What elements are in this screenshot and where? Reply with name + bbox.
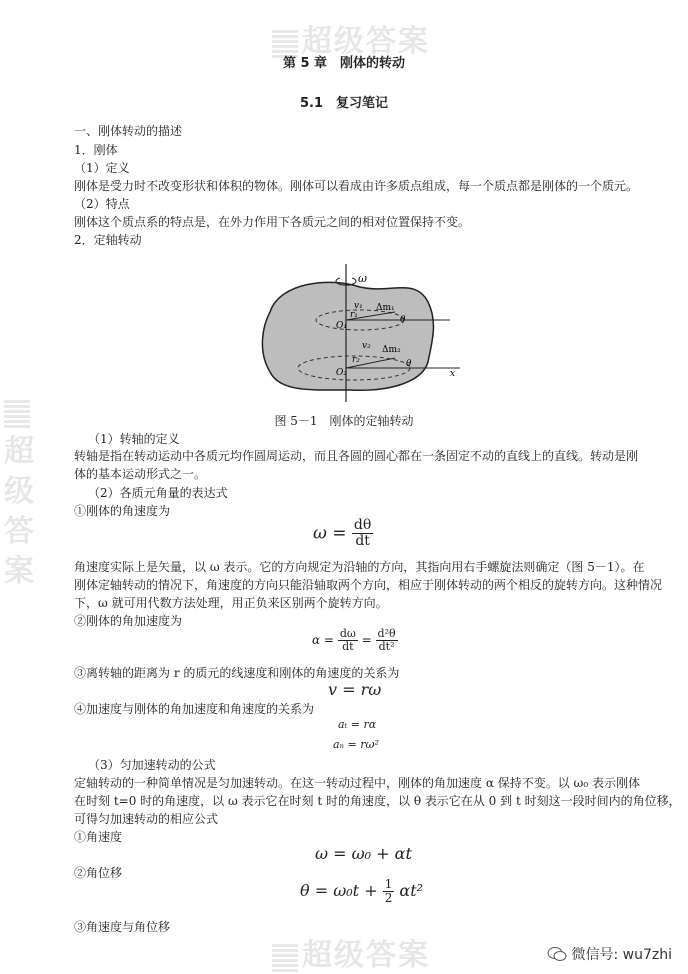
para-axis-2: 体的基本运动形式之一。 bbox=[74, 467, 207, 481]
heading-1: 一、刚体转动的描述 bbox=[74, 124, 183, 138]
label-o2: O₂ bbox=[336, 368, 347, 378]
sub-angular-quantities: （2）各质元角量的表达式 bbox=[88, 486, 228, 500]
watermark-bottom: 超级答案 bbox=[272, 930, 430, 974]
sub-uniform-acceleration: （3）匀加速转动的公式 bbox=[88, 758, 216, 772]
para-vector-1: 角速度实际上是矢量，以 ω 表示。它的方向规定为沿轴的方向，其指向用右手螺旋法则确定（图 5－1）。在 bbox=[74, 560, 645, 574]
para-vector-3: 下，ω 就可用代数方法处理，用正负来区别两个旋转方向。 bbox=[74, 596, 388, 610]
label-r1: r₁ bbox=[350, 310, 358, 320]
item-acceleration: ④加速度与刚体的角加速度和角速度的关系为 bbox=[74, 702, 315, 716]
label-o1: O₁ bbox=[336, 321, 347, 331]
label-omega: ω bbox=[358, 272, 367, 285]
para-features: 刚体这个质点系的特点是，在外力作用下各质元之间的相对位置保持不变。 bbox=[74, 215, 471, 229]
heading-rigid-body: 1．刚体 bbox=[74, 143, 118, 157]
watermark-left: 超级答案 bbox=[4, 392, 38, 592]
para-uniform-2: 在时刻 t=0 时的角速度，以 ω 表示它在时刻 t 时的角速度，以 θ 表示它在从 0 到 t 时刻这一段时间内的角位移， bbox=[74, 794, 681, 808]
section-title: 5.1 复习笔记 bbox=[299, 96, 389, 111]
wechat-footer bbox=[547, 944, 672, 964]
para-axis-1: 转轴是指在转动运动中各质元均作圆周运动，而且各圆的圆心都在一条固定不动的直线上的直线。转动是刚 bbox=[74, 449, 639, 463]
sub-definition: （1）定义 bbox=[74, 161, 130, 175]
label-v2: v₂ bbox=[362, 341, 371, 351]
eq-displacement: θ = ω₀t + $\frac{1}{2}$ αt² bbox=[300, 877, 424, 906]
item-angular-acceleration: ②刚体的角加速度为 bbox=[74, 614, 183, 628]
label-theta-1: θ bbox=[400, 315, 406, 325]
para-vector-2: 刚体定轴转动的情况下，角速度的方向只能沿轴取两个方向，相应于刚体转动的两个相反的旋转方向。这种情况 bbox=[74, 578, 663, 592]
sub-features: （2）特点 bbox=[74, 197, 130, 211]
label-theta-2: θ bbox=[406, 359, 412, 369]
eq-angular-acceleration: α = $\frac{d\omega}{dt}$ = $\frac{\text{d²θ}}{\text{dt²}}$ bbox=[312, 627, 396, 654]
eq-angular-velocity: ω = $\frac{d\theta}{dt}$ bbox=[313, 517, 372, 550]
sub-axis-definition: （1）转轴的定义 bbox=[88, 432, 180, 446]
label-dm2: Δm₂ bbox=[382, 345, 401, 355]
watermark-top: 超级答案 bbox=[272, 16, 430, 60]
item-displacement-formula: ②角位移 bbox=[74, 866, 123, 880]
chapter-title: 第 5 章 刚体的转动 bbox=[282, 56, 406, 71]
rigid-body-shape bbox=[262, 282, 433, 390]
eq-velocity: ω = ω₀ + αt bbox=[315, 844, 412, 863]
label-x: x bbox=[450, 369, 456, 379]
para-uniform-1: 定轴转动的一种简单情况是匀加速转动。在这一转动过程中，刚体的角加速度 α 保持不变。以 ω₀ 表示刚体 bbox=[74, 776, 640, 790]
item-linear-velocity: ③离转轴的距离为 r 的质元的线速度和刚体的角速度的关系为 bbox=[74, 666, 400, 680]
eq-tangential-acceleration: aₜ = rα bbox=[338, 718, 377, 731]
wechat-icon bbox=[547, 946, 567, 962]
para-definition: 刚体是受力时不改变形状和体积的物体。刚体可以看成由许多质点组成，每一个质点都是刚体的一个质元。 bbox=[74, 179, 639, 193]
item-angular-velocity: ①刚体的角速度为 bbox=[74, 504, 171, 518]
label-v1: v₁ bbox=[354, 301, 363, 311]
label-dm1: Δm₁ bbox=[376, 303, 395, 313]
label-r2: r₂ bbox=[352, 355, 360, 365]
wechat-id: 微信号: wu7zhi bbox=[571, 947, 672, 963]
figure-caption: 图 5－1 刚体的定轴转动 bbox=[274, 414, 414, 428]
item-velocity-formula: ①角速度 bbox=[74, 830, 123, 844]
item-velocity-displacement: ③角速度与角位移 bbox=[74, 920, 171, 934]
figure-fixed-axis-rotation bbox=[250, 262, 470, 404]
eq-linear-velocity: v = rω bbox=[328, 680, 382, 699]
eq-normal-acceleration: aₙ = rω² bbox=[333, 738, 379, 751]
heading-fixed-axis: 2．定轴转动 bbox=[74, 233, 142, 247]
para-uniform-3: 可得匀加速转动的相应公式 bbox=[74, 812, 219, 826]
